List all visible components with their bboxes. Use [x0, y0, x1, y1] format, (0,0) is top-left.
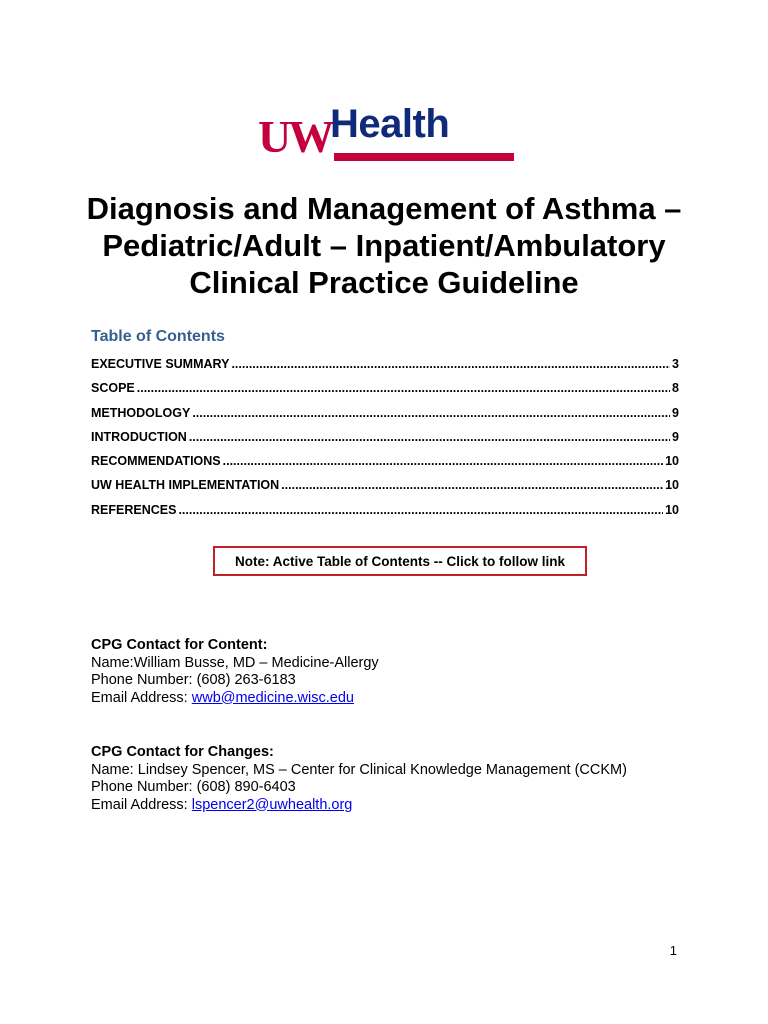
- name-label: Name:: [91, 654, 134, 671]
- toc-entry-page: 10: [665, 502, 679, 517]
- toc-dot-leader: [189, 430, 670, 444]
- logo-health-text: Health: [330, 102, 450, 146]
- toc-dot-leader: [281, 478, 663, 492]
- logo-underline-bar: [334, 153, 514, 161]
- toc-entry-label: RECOMMENDATIONS: [91, 454, 221, 469]
- page-number: 1: [669, 943, 677, 958]
- toc-dot-leader: [178, 503, 663, 517]
- name-value: Lindsey Spencer, MS – Center for Clinical Knowledge Management (CCKM): [137, 761, 627, 778]
- toc-note-text: Note: Active Table of Contents -- Click to follow link: [234, 553, 565, 569]
- logo-uw-text: UW: [258, 111, 332, 162]
- toc-dot-leader: [231, 357, 670, 371]
- phone-label: Phone Number:: [91, 672, 193, 688]
- contact-for-content: [91, 637, 711, 707]
- toc-dot-leader: [223, 454, 663, 468]
- name-value: William Busse, MD – Medicine-Allergy: [133, 654, 379, 671]
- toc-entry-methodology[interactable]: [91, 406, 679, 430]
- toc-entry-page: 9: [672, 429, 679, 444]
- contact-changes-phone-line: [91, 779, 711, 797]
- toc-entry-page: 10: [665, 454, 679, 469]
- toc-entry-label: SCOPE: [91, 381, 135, 396]
- email-label: Email Address:: [91, 689, 188, 706]
- toc-heading: Table of Contents: [91, 328, 225, 345]
- toc-entry-recommendations[interactable]: [91, 454, 679, 478]
- contact-content-name-line: [91, 655, 711, 673]
- uw-health-logo: [258, 104, 516, 164]
- toc-dot-leader: [192, 406, 670, 420]
- contact-for-changes: [91, 744, 711, 814]
- contact-content-heading: CPG Contact for Content:: [91, 637, 268, 653]
- title-line-3: Clinical Practice Guideline: [189, 265, 579, 300]
- toc-entry-page: 9: [672, 405, 679, 420]
- toc-entry-label: METHODOLOGY: [91, 405, 191, 420]
- toc-entry-page: 8: [672, 381, 679, 396]
- toc-entry-introduction[interactable]: [91, 430, 679, 454]
- email-link[interactable]: lspencer2@uwhealth.org: [191, 796, 353, 813]
- toc-entry-label: INTRODUCTION: [91, 429, 187, 444]
- toc-entry-label: EXECUTIVE SUMMARY: [91, 357, 230, 371]
- toc-entry-label: REFERENCES: [91, 502, 177, 517]
- name-label: Name:: [91, 761, 134, 778]
- toc-entry-uw-health-implementation[interactable]: [91, 478, 679, 502]
- phone-value: (608) 263-6183: [196, 672, 296, 688]
- contact-content-phone-line: [91, 672, 711, 690]
- toc-entry-page: 3: [672, 357, 679, 371]
- table-of-contents: [91, 357, 679, 527]
- toc-entry-references[interactable]: [91, 503, 679, 527]
- document-title: [40, 190, 728, 301]
- contact-changes-name-line: [91, 762, 711, 780]
- title-line-2: Pediatric/Adult – Inpatient/Ambulatory: [102, 228, 666, 263]
- toc-entry-label: UW HEALTH IMPLEMENTATION: [91, 478, 280, 493]
- email-link[interactable]: wwb@medicine.wisc.edu: [191, 689, 354, 706]
- contact-content-email-line: [91, 690, 711, 708]
- toc-entry-executive-summary[interactable]: [91, 357, 679, 381]
- contact-changes-email-line: [91, 797, 711, 815]
- email-label: Email Address:: [91, 796, 188, 813]
- contact-changes-heading: CPG Contact for Changes:: [91, 744, 274, 760]
- toc-entry-scope[interactable]: [91, 381, 679, 405]
- phone-value: (608) 890-6403: [196, 779, 296, 795]
- phone-label: Phone Number:: [91, 779, 193, 795]
- title-line-1: Diagnosis and Management of Asthma –: [86, 191, 682, 226]
- toc-entry-page: 10: [665, 478, 679, 493]
- toc-note-box: [213, 546, 587, 576]
- toc-dot-leader: [137, 381, 670, 395]
